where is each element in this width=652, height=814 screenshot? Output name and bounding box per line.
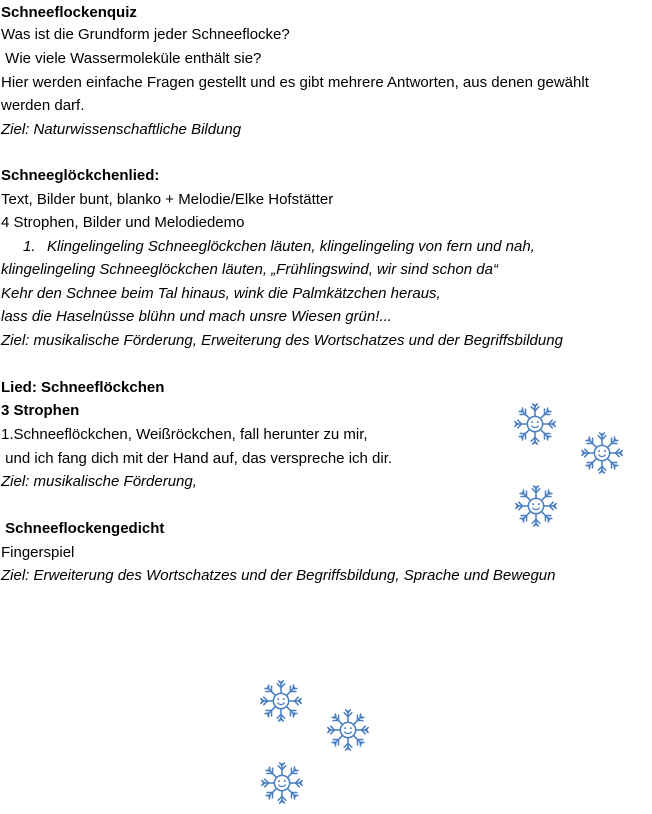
poem-goal: Ziel: Erweiterung des Wortschatzes und der Begriffsbildung, Sprache und Bewegun <box>1 567 556 584</box>
smiling-snowflake-icon <box>258 678 304 724</box>
quiz-description-line-2: werden darf. <box>1 97 85 114</box>
poem-title: Schneeflockengedicht <box>1 520 165 537</box>
song1-goal: Ziel: musikalische Förderung, Erweiterung des Wortschatzes und der Begriffsbildung <box>1 332 563 349</box>
quiz-title: Schneeflockenquiz <box>1 4 137 21</box>
quiz-question-1: Was ist die Grundform jeder Schneeflocke? <box>1 26 290 43</box>
song2-goal: Ziel: musikalische Förderung, <box>1 473 197 490</box>
song2-title: Lied: Schneeflöckchen <box>1 379 165 396</box>
smiling-snowflake-icon <box>512 401 558 447</box>
song1-verse-line-4: lass die Haselnüsse blühn und mach unsre Wiesen grün!... <box>1 308 392 325</box>
smiling-snowflake-icon <box>325 707 371 753</box>
song2-line-1: 1.Schneeflöckchen, Weißröckchen, fall herunter zu mir, <box>1 426 368 443</box>
smiling-snowflake-icon <box>579 430 625 476</box>
song1-verse-line-2: klingelingeling Schneeglöckchen läuten, „Frühlingswind, wir sind schon da“ <box>1 261 498 278</box>
verse-text: Klingelingeling Schneeglöckchen läuten, klingelingeling von fern und nah, <box>47 238 535 255</box>
song1-title: Schneeglöckchenlied: <box>1 167 160 184</box>
quiz-description-line-1: Hier werden einfache Fragen gestellt und es gibt mehrere Antworten, aus denen gewählt <box>1 74 589 91</box>
smiling-snowflake-icon <box>513 483 559 529</box>
song1-line-1: Text, Bilder bunt, blanko + Melodie/Elke Hofstätter <box>1 191 334 208</box>
song1-verse-line-1 <box>1 236 535 258</box>
quiz-goal: Ziel: Naturwissenschaftliche Bildung <box>1 121 242 138</box>
song2-strophen: 3 Strophen <box>1 402 80 419</box>
song1-line-2: 4 Strophen, Bilder und Melodiedemo <box>1 214 245 231</box>
quiz-question-2: Wie viele Wassermoleküle enthält sie? <box>1 50 262 67</box>
verse-number: 1. <box>23 238 36 255</box>
song2-line-2: und ich fang dich mit der Hand auf, das verspreche ich dir. <box>1 450 393 467</box>
poem-line-1: Fingerspiel <box>1 544 75 561</box>
smiling-snowflake-icon <box>259 760 305 806</box>
song1-verse-line-3: Kehr den Schnee beim Tal hinaus, wink die Palmkätzchen heraus, <box>1 285 441 302</box>
